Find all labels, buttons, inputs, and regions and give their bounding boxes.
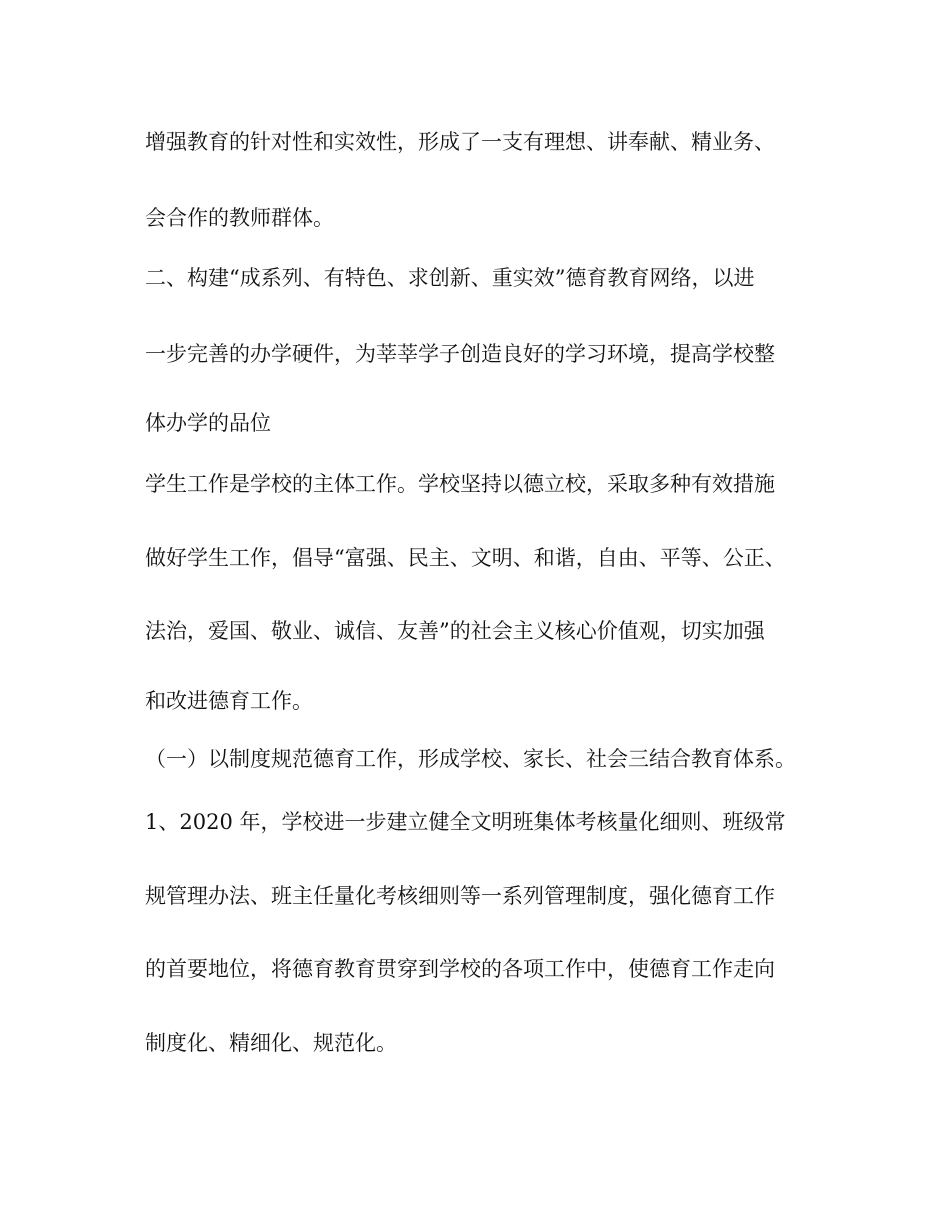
text-line: 会合作的教师群体。 — [145, 206, 334, 230]
section-heading: 二、构建“成系列、有特色、求创新、重实效”德育教育网络，以进 — [145, 266, 755, 290]
text-line: 一步完善的办学硬件，为莘莘学子创造良好的学习环境，提高学校整 — [145, 342, 775, 366]
text-line: 体办学的品位 — [145, 411, 271, 435]
text-line: 法治，爱国、敬业、诚信、友善”的社会主义核心价值观，切实加强 — [145, 619, 765, 643]
text-line: 制度化、精细化、规范化。 — [145, 1031, 397, 1055]
text-line: 的首要地位，将德育教育贯穿到学校的各项工作中，使德育工作走向 — [145, 957, 775, 981]
subsection-heading: （一）以制度规范德育工作，形成学校、家长、社会三结合教育体系。 — [145, 747, 796, 771]
text-line: 做好学生工作，倡导“富强、民主、文明、和谐，自由、平等、公正、 — [145, 546, 786, 570]
text-line: 1、2020 年，学校进一步建立健全文明班集体考核量化细则、班级常 — [145, 810, 786, 834]
text-line: 学生工作是学校的主体工作。学校坚持以德立校，采取多种有效措施 — [145, 472, 775, 496]
text-line: 和改进德育工作。 — [145, 689, 313, 713]
text-line: 增强教育的针对性和实效性，形成了一支有理想、讲奉献、精业务、 — [145, 130, 775, 154]
text-line: 规管理办法、班主任量化考核细则等一系列管理制度，强化德育工作 — [145, 884, 775, 908]
